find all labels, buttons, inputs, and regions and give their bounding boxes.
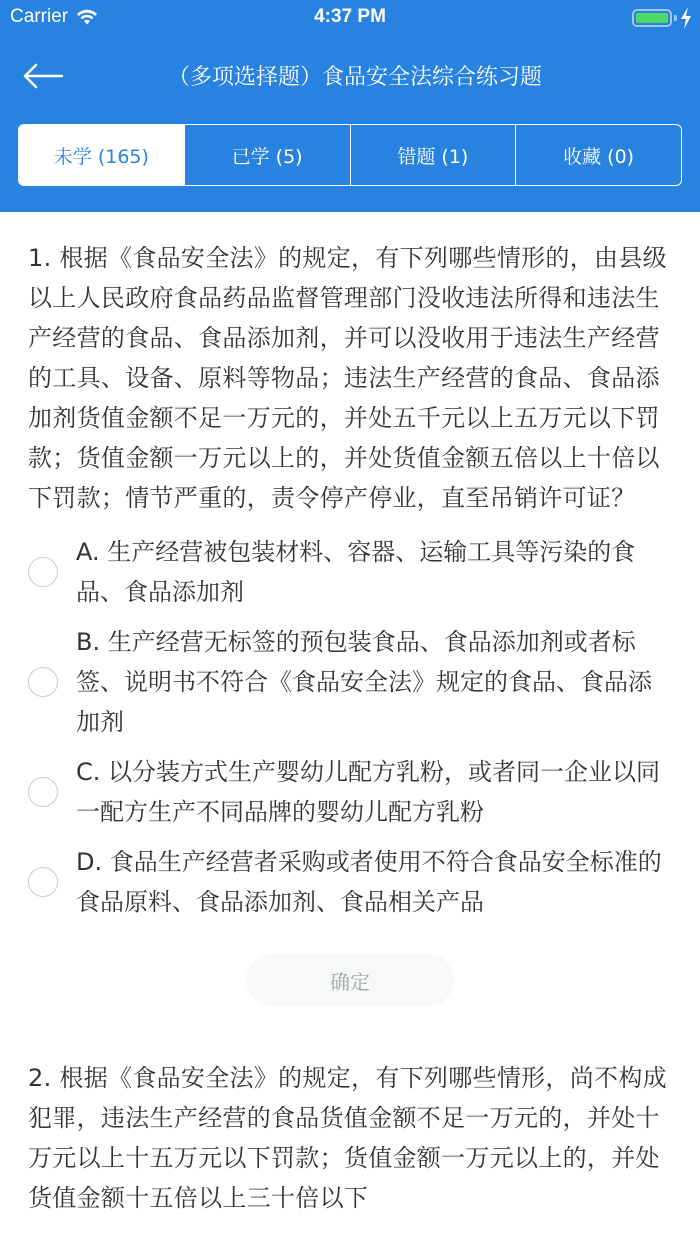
- nav-bar: [0, 36, 700, 116]
- battery-icon: [632, 9, 672, 27]
- option-label: D. 食品生产经营者采购或者使用不符合食品安全标准的食品原料、食品添加剂、食品相关产品: [76, 848, 662, 916]
- option-b[interactable]: [28, 622, 672, 742]
- page-title: （多项选择题）食品安全法综合练习题: [167, 65, 542, 90]
- confirm-wrap: [28, 954, 672, 1006]
- battery-tip: [674, 15, 677, 21]
- status-time: 4:37 PM: [314, 6, 386, 27]
- question-list: [0, 212, 700, 1218]
- tab-favorites[interactable]: 收藏 (0): [515, 125, 681, 185]
- tab-unlearned[interactable]: 未学 (165): [19, 125, 184, 185]
- question-text: 1. 根据《食品安全法》的规定，有下列哪些情形的，由县级以上人民政府食品药品监督管理部门没收违法所得和违法生产经营的食品、食品添加剂，并可以没收用于违法生产经营的工具、设备、原料等物品；违法生产经营的食品、食品添加剂货值金额不足一万元的，并处五千元以上五万元以下罚款；货值金额一万元以上的，并处货值金额五倍以上十倍以下罚款；情节严重的，责令停产停业，直至吊销许可证？: [28, 244, 667, 512]
- battery-level: [636, 13, 668, 23]
- question-card: [0, 1058, 700, 1218]
- radio-icon[interactable]: [28, 557, 58, 587]
- status-bar: [0, 0, 700, 36]
- carrier-label: Carrier: [10, 6, 69, 27]
- radio-icon[interactable]: [28, 777, 58, 807]
- option-label: A. 生产经营被包装材料、容器、运输工具等污染的食品、食品添加剂: [76, 538, 636, 606]
- question-text: 2. 根据《食品安全法》的规定，有下列哪些情形，尚不构成犯罪，违法生产经营的食品货值金额不足一万元的，并处十万元以上十五万元以下罚款；货值金额一万元以上的，并处货值金额十五倍以上三十倍以下: [28, 1064, 667, 1212]
- option-label: B. 生产经营无标签的预包装食品、食品添加剂或者标签、说明书不符合《食品安全法》规定的食品、食品添加剂: [76, 628, 652, 736]
- radio-icon[interactable]: [28, 867, 58, 897]
- option-a[interactable]: [28, 532, 672, 612]
- radio-icon[interactable]: [28, 667, 58, 697]
- charging-bolt-icon: [680, 7, 692, 29]
- option-c[interactable]: [28, 752, 672, 832]
- option-list: [28, 532, 672, 922]
- confirm-button[interactable]: 确定: [246, 954, 454, 1006]
- question-card: [0, 238, 700, 1006]
- tab-learned[interactable]: 已学 (5): [184, 125, 350, 185]
- segmented-tabs: [18, 124, 682, 186]
- option-label: C. 以分装方式生产婴幼儿配方乳粉，或者同一企业以同一配方生产不同品牌的婴幼儿配方乳粉: [76, 758, 661, 826]
- tab-wrong[interactable]: 错题 (1): [350, 125, 516, 185]
- option-d[interactable]: [28, 842, 672, 922]
- header: [0, 0, 700, 212]
